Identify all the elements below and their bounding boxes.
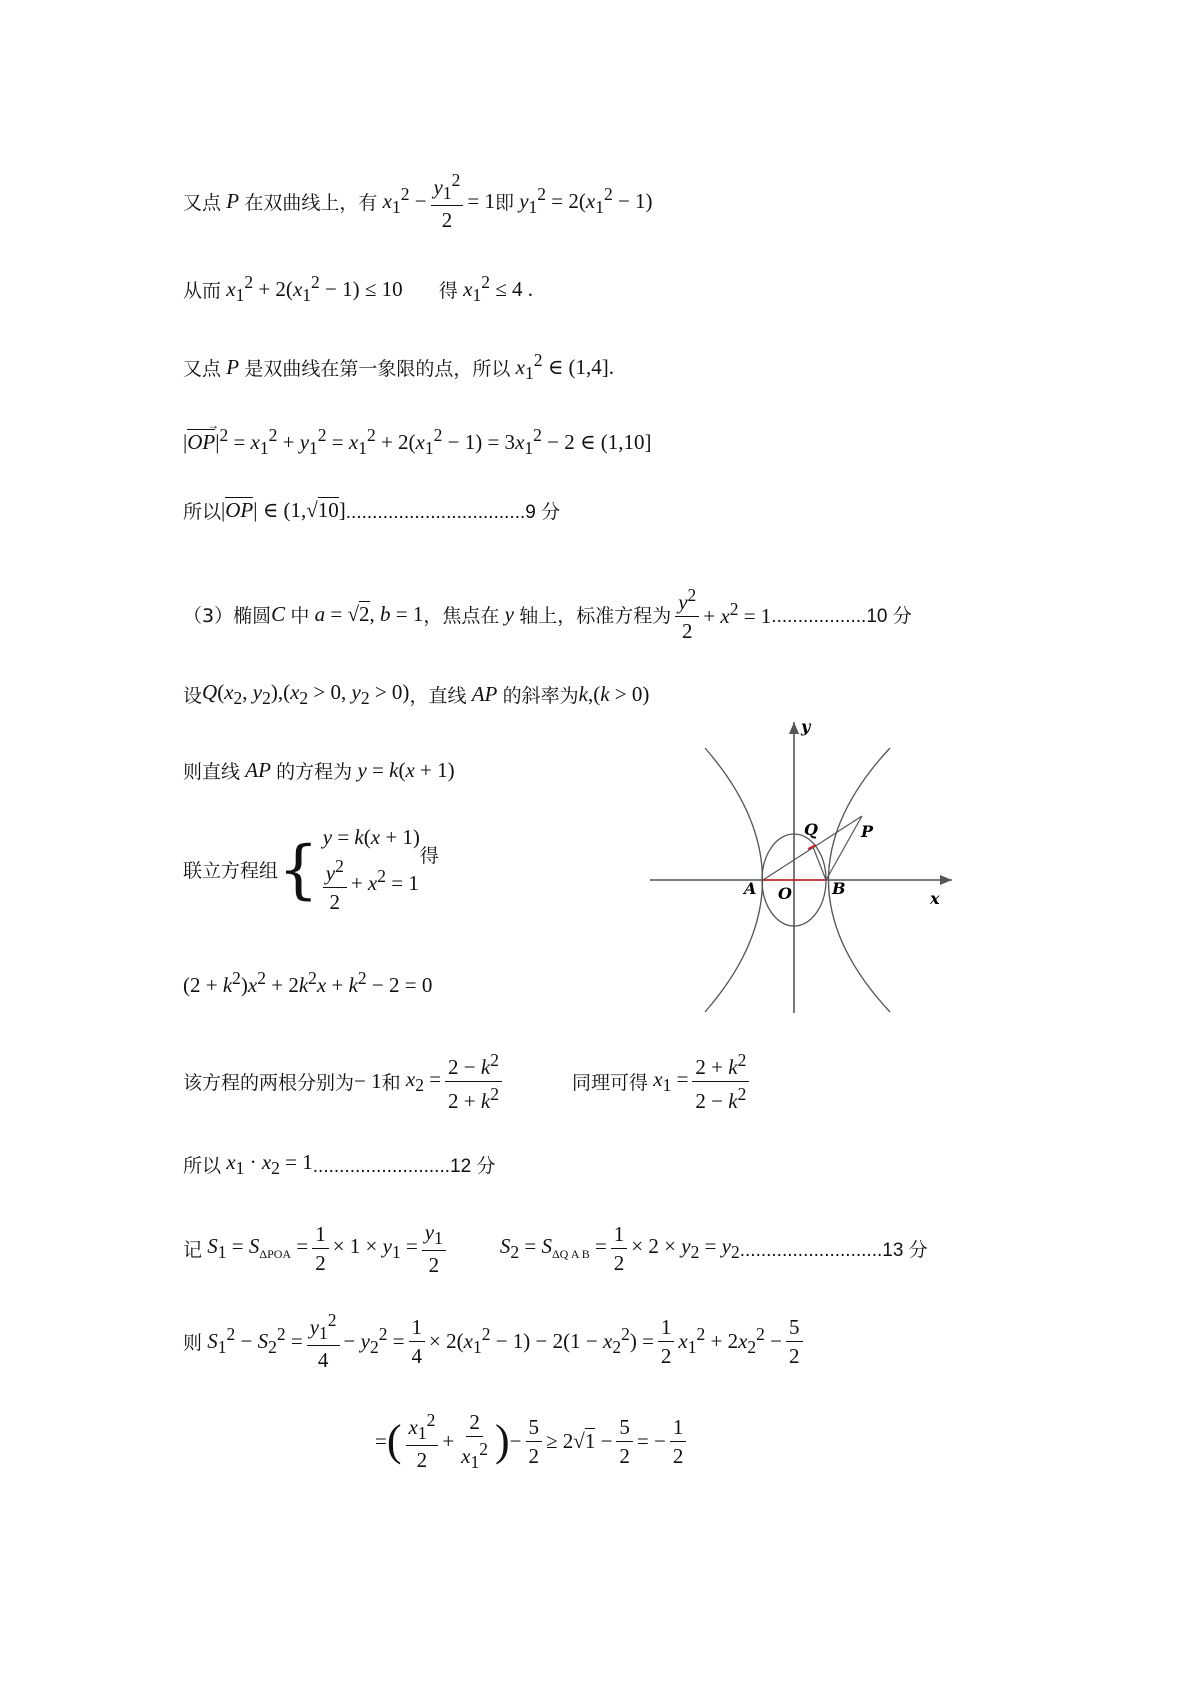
line-1: 又点 P 在双曲线上，有 $x_1^2$ − $\frac{y_1^2}{2}$ = 1 即 $y_1^2 = 2(x_1^2 - 1)$ [183,170,653,233]
system-brace: { [278,832,319,907]
line-9-prefix: 联立方程组 [183,860,279,883]
line-3: 又点 P 是双曲线在第一象限的点，所以 $x_1^2$ ∈ (1,4]. [183,350,614,384]
line-13-points: ...........................13 分 [739,1240,928,1262]
line-5: 所以 |OP| ∈ (1,√10] ..................................9 分 [183,498,561,523]
x-axis-arrow [940,875,952,885]
line-2: 从而 $x_1^2 + 2(x_1^2 - 1) \le 10$ 得 $x_1^2 \le 4$ . [183,272,533,306]
line-7: 设 $Q(x_2$, $y_2),(x_2 > 0$, $y_2 > 0$) ，直线 AP 的斜率为 k,(k > 0) [183,680,650,709]
line-11: 该方程的两根分别为 − 1 和 $x_2$ = $\frac{2 - k^2}{2 + k^2}$ 同理可得 $x_1$ = $\frac{2 + k^2}{2 - k^2}$ [183,1050,753,1113]
line-8: 则直线 AP 的方程为 y = k(x + 1) [183,758,455,783]
line-9-suffix: 得 [419,845,439,868]
label-P: P [861,822,874,841]
line-12: 所以 $x_1 \cdot x_2 = 1$ ..........................12 分 [183,1150,496,1179]
label-A: A [744,879,757,898]
label-B: B [832,879,846,898]
label-x: x [930,889,940,908]
label-y: y [801,718,811,736]
label-O: O [778,884,792,903]
line-12-points: ..........................12 分 [312,1156,496,1178]
line-5-prefix: 所以 [183,501,222,523]
y-axis-arrow [789,722,799,734]
hyperbola-ellipse-figure [650,718,960,1018]
line-14: 则 $S_1^2 - S_2^2$ = $\frac{y_1^2}{4}$ − $y_2^2$ = $\frac{1}{4}$ × $2(x_1^2 - 1) - 2(1 - x_2^2)$ = $\frac{1}{2}$ $x_1^2 + 2x_2^2$ − $\frac{5}{2}$ [183,1310,807,1372]
line-6-points: ..................10 分 [771,605,912,627]
label-Q: Q [804,820,818,839]
line-15: = ( $\frac{x_1^2}{2}$ + $\frac{2}{x_1^2}$ ) − $\frac{5}{2}$ ≥ 2√1 − $\frac{5}{2}$ = − $\frac{1}{2}$ [375,1410,690,1472]
line-5-points: ..................................9 分 [345,502,561,523]
line-6: （3）椭圆 C 中 a = √2, b = 1 ，焦点在 y 轴上，标准方程为 $\frac{y^2}{2}$ + $x^2 = 1$ ..................10 分 [183,585,912,644]
line-9 [183,825,439,914]
line-13: 记 $S_1 = S_{\Delta POA}$ = $\frac{1}{2}$ × $1 \times y_1$ = $\frac{y_1}{2}$ $S_2 = S_{\Delta Q A B}$ = $\frac{1}{2}$ × $2 \times y_2 = y_2$ ...........................13 分 [183,1220,928,1278]
line-4: |OP → $|^2 = x_1^2 + y_1^2 = x_1^2 + 2(x_1^2 - 1) = 3x_1^2 - 2$ ∈ (1,10] [183,418,652,459]
line-BP [826,816,862,880]
line-10: $(2 + k^2)x^2 + 2k^2x + k^2 - 2 = 0$ [183,968,433,997]
equation-system: y = k(x + 1) $\frac{y^2}{2}$ + $x^2 = 1$ [322,825,420,915]
